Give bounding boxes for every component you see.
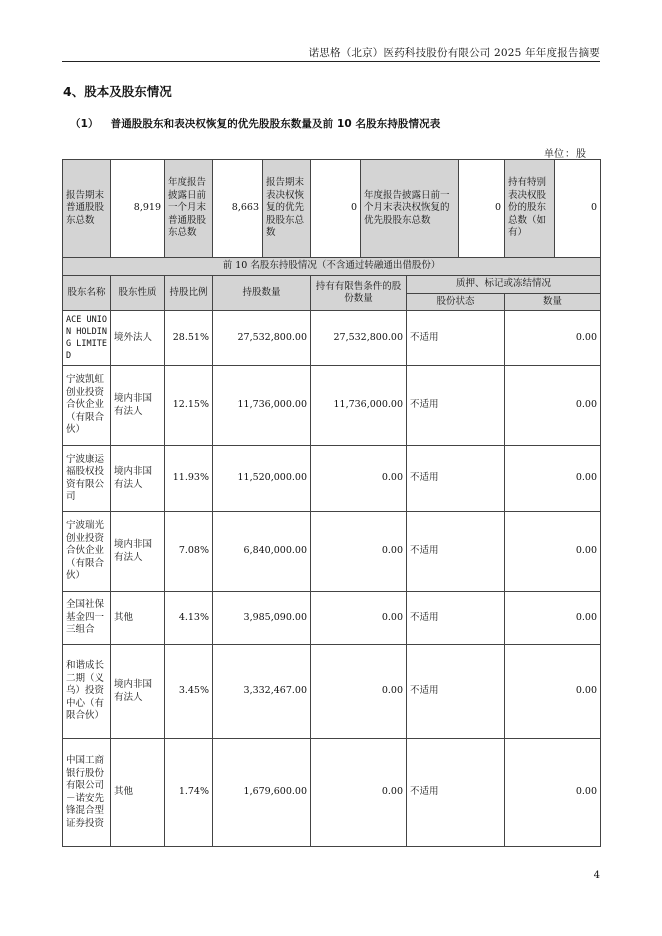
summary-value-4: 0 [459, 160, 505, 258]
pledge-status: 不适用 [407, 366, 505, 446]
table-row [63, 645, 601, 739]
shareholding-qty: 3,985,090.00 [213, 592, 311, 645]
shareholding-qty: 27,532,800.00 [213, 311, 311, 366]
page-number: 4 [593, 870, 600, 881]
shareholder-table [62, 159, 601, 847]
unit-value: 股 [576, 149, 586, 160]
column-header-row [63, 276, 601, 294]
shareholder-nature: 境内非国有法人 [111, 512, 165, 592]
restricted-qty: 0.00 [311, 592, 407, 645]
summary-value-3: 0 [311, 160, 361, 258]
summary-label-3: 报告期末表决权恢复的优先股股东总数 [263, 160, 311, 258]
summary-row [63, 160, 601, 258]
table-row [63, 311, 601, 366]
shareholding-qty: 1,679,600.00 [213, 739, 311, 847]
summary-label-1: 报告期末普通股股东总数 [63, 160, 111, 258]
shareholding-qty: 6,840,000.00 [213, 512, 311, 592]
shareholder-nature: 境内非国有法人 [111, 645, 165, 739]
shareholding-ratio: 4.13% [165, 592, 213, 645]
shareholding-ratio: 7.08% [165, 512, 213, 592]
shareholder-nature: 其他 [111, 592, 165, 645]
restricted-qty: 0.00 [311, 446, 407, 512]
summary-value-1: 8,919 [111, 160, 165, 258]
restricted-qty: 0.00 [311, 645, 407, 739]
shareholder-name: 宁波凯虹创业投资合伙企业（有限合伙） [63, 366, 111, 446]
unit-label: 单位：股 [544, 149, 586, 160]
col-header-qty: 持股数量 [213, 276, 311, 311]
pledge-status: 不适用 [407, 592, 505, 645]
col-header-pledge-qty: 数量 [505, 293, 601, 311]
document-header: 诺思格（北京）医药科技股份有限公司 2025 年年度报告摘要 [308, 47, 600, 59]
summary-label-2: 年度报告披露日前一个月末普通股股东总数 [165, 160, 213, 258]
top10-title: 前 10 名股东持股情况（不含通过转融通出借股份） [63, 258, 601, 276]
section-title: 4、股本及股东情况 [63, 84, 172, 99]
pledge-qty: 0.00 [505, 311, 601, 366]
shareholding-ratio: 11.93% [165, 446, 213, 512]
table-row [63, 739, 601, 847]
pledge-qty: 0.00 [505, 645, 601, 739]
summary-value-2: 8,663 [213, 160, 263, 258]
pledge-qty: 0.00 [505, 592, 601, 645]
col-header-pledge-status: 股份状态 [407, 293, 505, 311]
shareholder-name: 全国社保基金四一三组合 [63, 592, 111, 645]
subsection-title [70, 116, 440, 131]
col-header-nature: 股东性质 [111, 276, 165, 311]
table-row [63, 512, 601, 592]
restricted-qty: 27,532,800.00 [311, 311, 407, 366]
pledge-qty: 0.00 [505, 446, 601, 512]
summary-value-5: 0 [555, 160, 601, 258]
shareholding-qty: 3,332,467.00 [213, 645, 311, 739]
shareholder-name: 宁波康运福股权投资有限公司 [63, 446, 111, 512]
pledge-qty: 0.00 [505, 512, 601, 592]
unit-label-text: 单位 [544, 149, 564, 160]
header-divider [62, 61, 600, 62]
summary-label-4: 年度报告披露日前一个月末表决权恢复的优先股股东总数 [361, 160, 459, 258]
pledge-qty: 0.00 [505, 739, 601, 847]
table-row [63, 592, 601, 645]
shareholder-name: 宁波瑞光创业投资合伙企业（有限合伙） [63, 512, 111, 592]
subsection-number: （1） [70, 118, 99, 130]
shareholding-qty: 11,520,000.00 [213, 446, 311, 512]
table-row [63, 446, 601, 512]
subsection-text: 普通股股东和表决权恢复的优先股股东数量及前 10 名股东持股情况表 [110, 118, 441, 130]
col-header-restricted: 持有有限售条件的股份数量 [311, 276, 407, 311]
shareholder-nature: 其他 [111, 739, 165, 847]
pledge-status: 不适用 [407, 739, 505, 847]
shareholder-nature: 境外法人 [111, 311, 165, 366]
col-header-ratio: 持股比例 [165, 276, 213, 311]
shareholder-nature: 境内非国有法人 [111, 446, 165, 512]
table-row [63, 366, 601, 446]
pledge-status: 不适用 [407, 446, 505, 512]
shareholder-nature: 境内非国有法人 [111, 366, 165, 446]
shareholding-ratio: 1.74% [165, 739, 213, 847]
shareholding-ratio: 3.45% [165, 645, 213, 739]
shareholding-ratio: 12.15% [165, 366, 213, 446]
pledge-qty: 0.00 [505, 366, 601, 446]
col-header-name: 股东名称 [63, 276, 111, 311]
col-header-pledge-group: 质押、标记或冻结情况 [407, 276, 601, 294]
summary-label-5: 持有特别表决权股份的股东总数（如有） [505, 160, 555, 258]
shareholder-name: 和谐成长二期（义乌）投资中心（有限合伙） [63, 645, 111, 739]
shareholding-ratio: 28.51% [165, 311, 213, 366]
top10-title-row [63, 258, 601, 276]
restricted-qty: 0.00 [311, 512, 407, 592]
pledge-status: 不适用 [407, 645, 505, 739]
shareholding-qty: 11,736,000.00 [213, 366, 311, 446]
shareholder-name: ACE UNION HOLDING LIMITED [63, 311, 111, 366]
pledge-status: 不适用 [407, 311, 505, 366]
restricted-qty: 11,736,000.00 [311, 366, 407, 446]
shareholder-name: 中国工商银行股份有限公司－诺安先锋混合型证券投资 [63, 739, 111, 847]
pledge-status: 不适用 [407, 512, 505, 592]
restricted-qty: 0.00 [311, 739, 407, 847]
